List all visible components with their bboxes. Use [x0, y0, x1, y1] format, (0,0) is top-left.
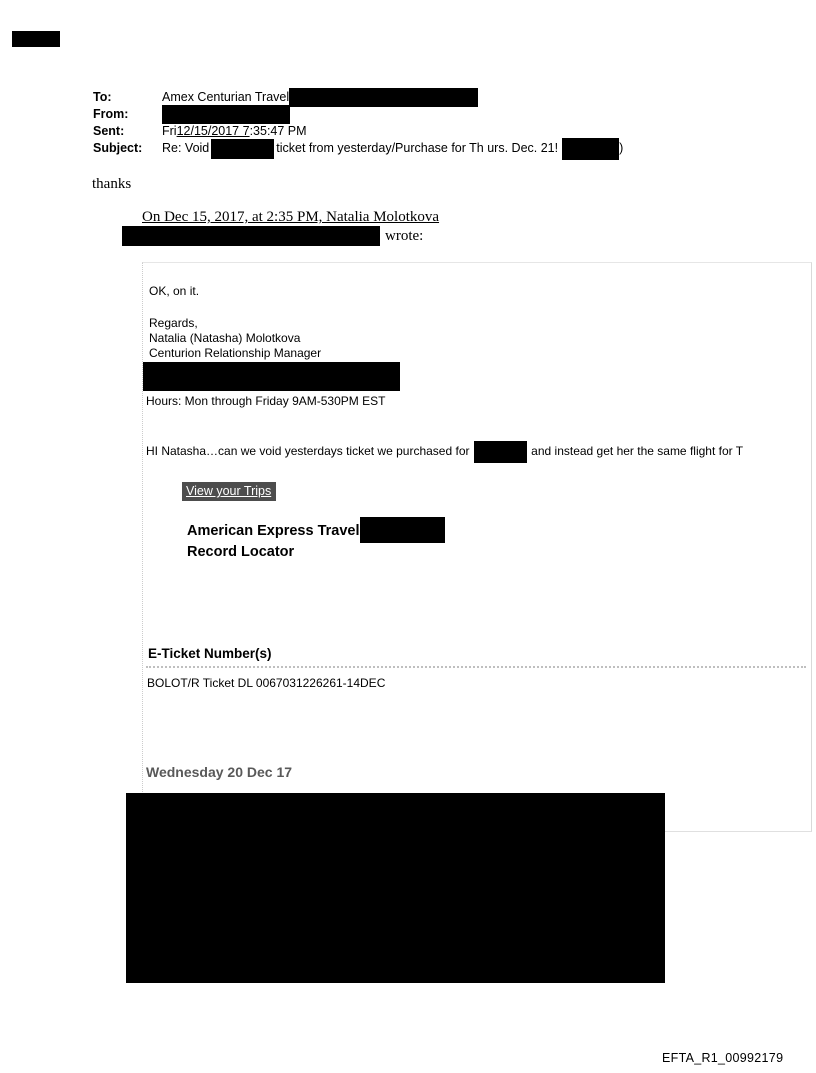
body-line-hours: Hours: Mon through Friday 9AM-530PM EST	[146, 394, 386, 408]
redaction-box-large	[126, 793, 665, 983]
redaction-box	[562, 138, 619, 160]
request-part1: HI Natasha…can we void yesterdays ticket we purchased for	[146, 444, 470, 459]
sent-value-prefix: Fri	[162, 124, 177, 138]
subject-part2: ticket from yesterday/Purchase for Th urs. Dec. 21!	[276, 141, 559, 155]
wrote-label: wrote:	[385, 227, 424, 244]
subject-part3: )	[619, 141, 624, 155]
subject-label: Subject:	[93, 141, 143, 155]
body-line-name: Natalia (Natasha) Molotkova	[149, 331, 301, 345]
redaction-box	[360, 517, 445, 543]
view-trips-link[interactable]: View your Trips	[182, 482, 276, 501]
header-row-from	[93, 106, 623, 123]
sent-label: Sent:	[93, 124, 125, 138]
redaction-box	[211, 139, 274, 159]
to-value: Amex Centurian Travel	[162, 90, 290, 104]
attribution-line2	[122, 226, 423, 246]
request-line	[146, 441, 811, 463]
brand-line: American Express Travel	[187, 522, 360, 539]
reply-note: thanks	[92, 176, 132, 192]
dotted-divider	[146, 666, 806, 668]
redaction-box	[474, 441, 527, 463]
bates-number: EFTA_R1_00992179	[662, 1051, 784, 1065]
body-line-regards: Regards,	[149, 316, 198, 330]
eticket-value: BOLOT/R Ticket DL 0067031226261-14DEC	[147, 676, 386, 690]
request-part2: and instead get her the same flight for T	[531, 444, 744, 459]
body-line-ok: OK, on it.	[149, 284, 200, 298]
body-line-title: Centurion Relationship Manager	[149, 346, 322, 360]
sent-value-suffix: :35:47 PM	[249, 124, 307, 138]
redaction-box	[12, 31, 60, 47]
redaction-box	[289, 88, 478, 107]
redaction-box	[142, 362, 400, 391]
eticket-heading: E-Ticket Number(s)	[148, 646, 272, 661]
from-label: From:	[93, 107, 129, 121]
record-locator-label: Record Locator	[187, 544, 295, 560]
email-header	[93, 89, 623, 157]
quoted-email	[142, 262, 812, 832]
header-row-to	[93, 89, 623, 106]
subject-part1: Re: Void	[162, 141, 210, 155]
attribution-line: On Dec 15, 2017, at 2:35 PM, Natalia Molotkova	[142, 209, 440, 225]
amex-travel-block	[187, 519, 445, 561]
to-label: To:	[93, 90, 112, 104]
redaction-box	[122, 226, 380, 246]
date-heading: Wednesday 20 Dec 17	[146, 764, 293, 780]
header-row-subject	[93, 140, 623, 157]
sent-value-date: 12/15/2017 7	[176, 124, 250, 138]
redaction-box	[162, 105, 290, 124]
header-row-sent	[93, 123, 623, 140]
